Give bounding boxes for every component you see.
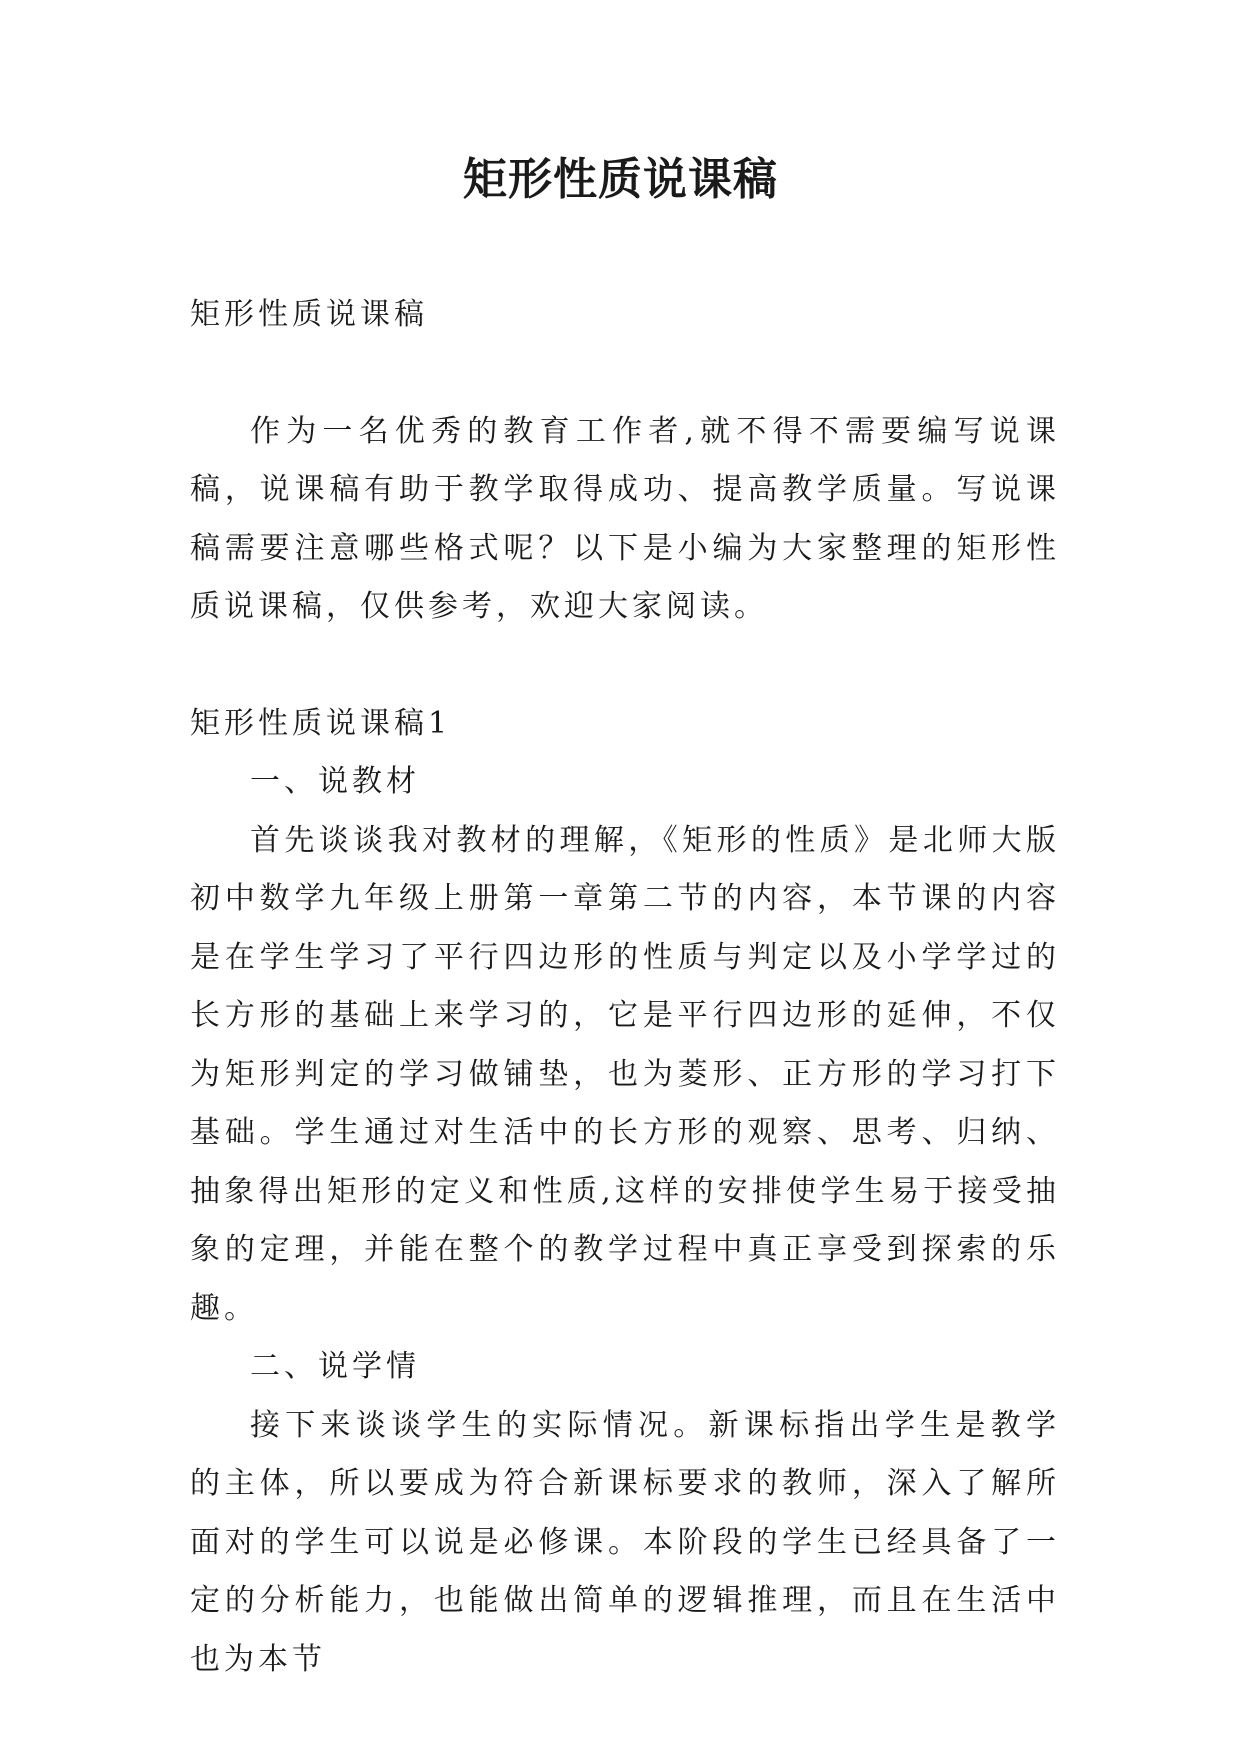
document-subtitle: 矩形性质说课稿 <box>190 297 428 332</box>
textbook-paragraph: 首先谈谈我对教材的理解，《矩形的性质》是北师大版初中数学九年级上册第一章第二节的内容，本节课的内容是在学生学习了平行四边形的性质与判定以及小学学过的长方形的基础上来学习的，它是平行四边形的延伸，不仅为矩形判定的学习做铺垫，也为菱形、正方形的学习打下基础。学生通过对生活中的长方形的观察、思考、归纳、抽象得出矩形的定义和性质,这样的安排使学生易于接受抽象的定理，并能在整个的教学过程中真正享受到探索的乐趣。 <box>190 822 1060 1326</box>
document-title: 矩形性质说课稿 <box>463 154 778 205</box>
section-title: 矩形性质说课稿1 <box>190 705 452 741</box>
document-body <box>190 286 1060 1689</box>
section-heading-students: 二、说学情 <box>250 1349 420 1384</box>
students-paragraph: 接下来谈谈学生的实际情况。新课标指出学生是教学的主体，所以要成为符合新课标要求的教师，深入了解所面对的学生可以说是必修课。本阶段的学生已经具备了一定的分析能力，也能做出简单的逻辑推理，而且在生活中也为本节 <box>190 1407 1060 1677</box>
intro-paragraph: 作为一名优秀的教育工作者,就不得不需要编写说课稿，说课稿有助于教学取得成功、提高教学质量。写说课稿需要注意哪些格式呢？以下是小编为大家整理的矩形性质说课稿，仅供参考，欢迎大家阅读。 <box>190 413 1060 624</box>
section-heading-textbook: 一、说教材 <box>250 764 420 799</box>
